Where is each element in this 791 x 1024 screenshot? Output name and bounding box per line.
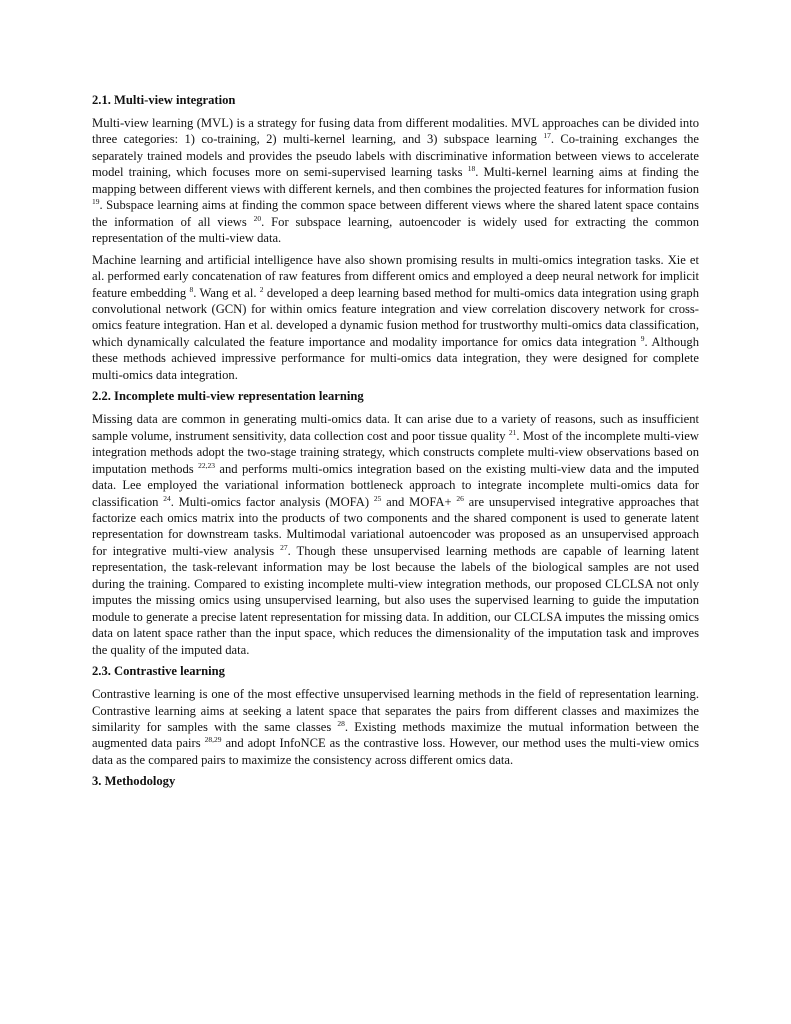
paper-body (92, 92, 699, 790)
paragraph-text: Contrastive learning is one of the most effective unsupervised learning methods in the field of representation learning. Contrastive learning aims at seeking a latent space that separates the pairs from different classes and maximizes the similarity for samples with the same classes (92, 687, 699, 734)
paper-page (92, 92, 699, 796)
citation-number: 17 (543, 131, 551, 141)
paragraph-text: . For subspace learning, autoencoder is widely used for extracting the common representation of the multi-view data. (92, 214, 700, 246)
citation-number: 21 (508, 427, 517, 437)
citation-number: 18 (467, 164, 476, 174)
body-paragraph (92, 686, 699, 768)
citation-number: 9 (640, 333, 645, 343)
paragraph-text: . Multi-omics factor analysis (MOFA) (170, 494, 374, 509)
section-heading: 2.1. Multi-view integration (92, 93, 236, 107)
citation-number: 8 (189, 284, 194, 294)
body-paragraph (92, 115, 699, 247)
paragraph-text: developed a deep learning based method for multi-omics data integration using graph convolutional network (GCN) for within omics feature integration and view correlation discovery network for cross-omics feature integration. Han et al. developed a dynamic fusion method for trustworthy multi-omics data classification, which dynamically calculated the feature importance and modality importance for omics data integration (92, 285, 699, 349)
citation-number: 27 (280, 542, 288, 552)
section-heading: 2.3. Contrastive learning (92, 664, 225, 679)
citation-number: 28 (337, 718, 345, 728)
citation-number: 28,29 (204, 735, 222, 745)
section-heading: 2.2. Incomplete multi-view representation learning (92, 389, 364, 404)
body-paragraph (92, 411, 699, 658)
citation-number: 22,23 (198, 460, 215, 470)
paragraph-text: and adopt InfoNCE as the contrastive loss. However, our method uses the multi-view omics data as the compared pairs to maximize the consistency across different omics data. (92, 736, 699, 767)
paragraph-text: Missing data are common in generating multi-omics data. It can arise due to a variety of reasons, such as insufficient sample volume, instrument sensitivity, data collection cost and poor tissue quality (92, 412, 699, 443)
paragraph-text: . Although these methods achieved impressive performance for multi-omics data integration, they were designed for complete multi-omics data integration. (92, 334, 699, 382)
paragraph-text: Multi-view learning (MVL) is a strategy for fusing data from different modalities. MVL approaches can be divided into three categories: 1) co-training, 2) multi-kernel learning, and 3) subspace learning (92, 116, 699, 147)
paragraph-text: . Most of the incomplete multi-view integration methods adopt the two-stage training strategy, which constructs complete multi-view observations based on imputation methods (92, 428, 699, 476)
section-heading: 3. Methodology (92, 774, 176, 789)
paragraph-text: are unsupervised integrative approaches that factorize each omics matrix into the products of two components and the shared component is used to generate latent representation for downstream tasks. Multimodal variational autoencoder was proposed as an unsupervised approach for integrative multi-view analysis (92, 494, 699, 558)
paragraph-text: . Though these unsupervised learning methods are capable of learning latent representation, the task-relevant information may be lost because the labels of the biological samples are not used during the training. Compared to existing incomplete multi-view integration methods, our proposed CLCLSA not only imputes the missing omics using unsupervised learning, but also uses the supervised learning to guide the imputation module to generate a precise latent representation for missing data. In addition, our CLCLSA imputes the missing omics data on latent space rather than the input space, which reduces the dimensionality of the imputation task and improves the quality of the imputed data. (92, 543, 700, 657)
body-paragraph (92, 252, 699, 384)
citation-number: 24 (163, 493, 171, 503)
citation-number: 2 (259, 284, 264, 294)
citation-number: 19 (92, 197, 100, 207)
paragraph-text: . Subspace learning aims at finding the common space between different views where the shared latent space contains the information of all views (92, 198, 699, 229)
paragraph-text: and MOFA+ (381, 494, 457, 509)
paragraph-text: . Wang et al. (193, 285, 260, 300)
citation-number: 26 (456, 493, 464, 503)
citation-number: 25 (373, 493, 382, 503)
citation-number: 20 (253, 213, 262, 223)
paragraph-text: Machine learning and artificial intelligence have also shown promising results in multi-omics integration tasks. Xie et al. performed early concatenation of raw features from different omics and employed a deep neural network for implicit feature embedding (92, 252, 699, 300)
paragraph-text: . Co-training exchanges the separately trained models and provides the pseudo labels with discriminative information between views to accelerate model training, which focuses more on semi-supervised learning tasks (92, 132, 699, 180)
paragraph-text: and performs multi-omics integration based on the existing multi-view data and the imputed data. Lee employed the variational information bottleneck approach to integrate incomplete multi-omics data for classification (92, 461, 699, 509)
paragraph-text: . Multi-kernel learning aims at finding the mapping between different views with different kernels, and then combines the projected features for information fusion (92, 165, 699, 196)
paragraph-text: . Existing methods maximize the mutual information between the augmented data pairs (92, 719, 699, 751)
